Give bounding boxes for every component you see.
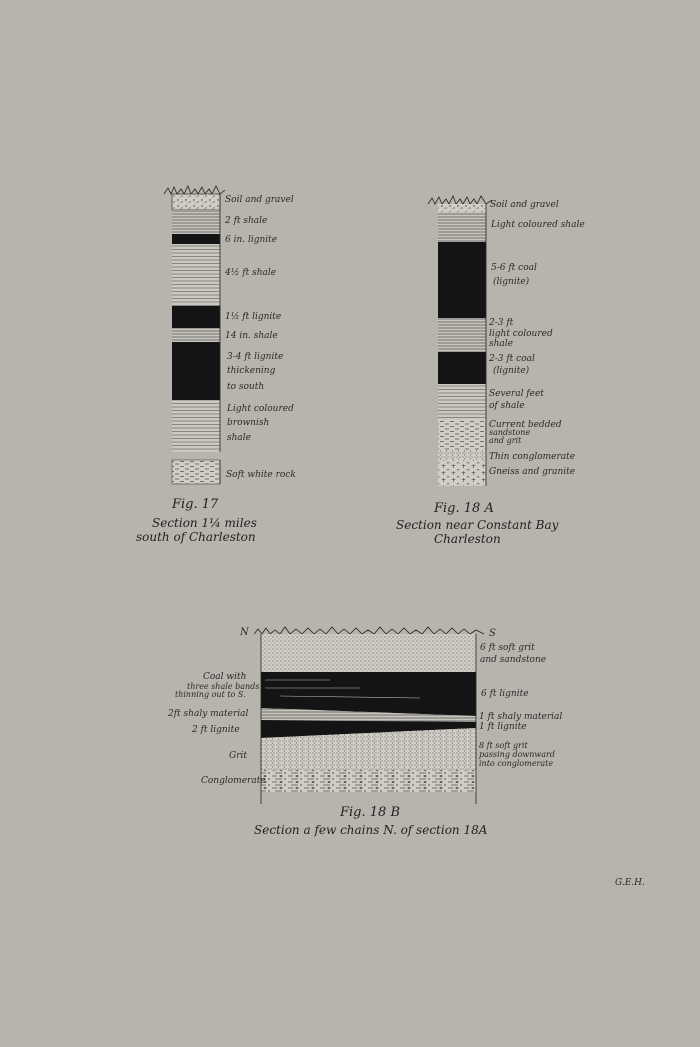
fig18b-caption: Section a few chains N. of section 18A (254, 823, 488, 837)
fig18b-right-sandstone: and sandstone (480, 655, 547, 665)
fig17-label-shale: shale (227, 433, 251, 443)
fig17-caption-line2: south of Charleston (136, 530, 256, 544)
fig17-label-shale-2ft: 2 ft shale (225, 216, 268, 226)
fig17-label-shale-4half: 4½ ft shale (225, 268, 277, 278)
fig18b-right-into-conglomerate: into conglomerate (479, 759, 554, 768)
fig18b-right-shaly: 1 ft shaly material (479, 712, 563, 722)
fig18b-right-passing: passing downward (479, 750, 555, 759)
fig18b-right-soft-grit-8: 8 ft soft grit (479, 741, 528, 750)
fig18b-right-lignite-6: 6 ft lignite (481, 689, 529, 699)
fig18b-left-coal-with: Coal with (203, 672, 247, 682)
fig18a-label-and-grit: and grit (489, 436, 522, 445)
fig17-label-light-coloured: Light coloured (227, 404, 294, 414)
fig18a-label-light-coloured: light coloured (489, 329, 553, 339)
fig17-number: Fig. 17 (172, 497, 219, 512)
fig17-label-soil: Soil and gravel (225, 195, 294, 205)
fig17-label-soft-white-rock: Soft white rock (226, 470, 296, 480)
fig18a-number: Fig. 18 A (434, 501, 494, 516)
fig18a-label-lignite-2: (lignite) (493, 366, 530, 376)
fig17-label-brownish: brownish (227, 418, 270, 428)
fig18b-left-shaly-material: 2ft shaly material (168, 709, 249, 719)
fig18a-label-coal-5-6: 5-6 ft coal (491, 263, 537, 273)
fig18a-caption-line1: Section near Constant Bay (396, 518, 559, 532)
fig18a-label-thin-conglomerate: Thin conglomerate (489, 452, 576, 462)
fig18b-south: S (489, 628, 496, 639)
fig18a-label-several-feet: Several feet (489, 389, 544, 399)
fig17-label-to-south: to south (227, 382, 265, 392)
fig17-label-lignite-1half: 1½ ft lignite (225, 312, 282, 322)
fig17-label-shale-14in: 14 in. shale (225, 331, 278, 341)
fig18b-right-lignite-1: 1 ft lignite (479, 722, 527, 732)
fig17-strata (164, 186, 225, 484)
fig18a-label-coal-2-3: 2-3 ft coal (489, 354, 535, 364)
fig18b-left-conglomerate: Conglomerate (201, 776, 266, 786)
fig17-caption-line1: Section 1¼ miles (152, 516, 257, 530)
fig18b-left-grit: Grit (229, 751, 247, 761)
fig18b-left-thinning: thinning out to S. (175, 690, 246, 699)
fig18b-right-soft-grit: 6 ft soft grit (480, 643, 535, 653)
fig18b-left-shale-bands: three shale bands (187, 682, 260, 691)
fig18b-north: N (240, 627, 249, 638)
fig18a-label-soil: Soil and gravel (490, 200, 559, 210)
fig18b-strata (254, 627, 484, 804)
fig17-label-lignite-6in: 6 in. lignite (225, 235, 278, 245)
fig18a-label-2-3ft: 2-3 ft (489, 318, 514, 328)
fig18a-strata (428, 196, 492, 486)
fig18b-left-lignite: 2 ft lignite (192, 725, 240, 735)
fig18a-label-of-shale: of shale (489, 401, 525, 411)
fig18a-label-gneiss-granite: Gneiss and granite (489, 467, 576, 477)
fig18a-label-shale: shale (489, 339, 513, 349)
fig17-label-lignite-3-4: 3-4 ft lignite (227, 352, 284, 362)
fig18a-label-sandstone: sandstone (489, 428, 531, 437)
fig18a-caption-line2: Charleston (434, 532, 501, 546)
fig18a-label-current-bedded: Current bedded (489, 420, 562, 430)
initials: G.E.H. (615, 878, 645, 888)
fig18a-label-light-shale: Light coloured shale (491, 220, 585, 230)
fig18b-number: Fig. 18 B (340, 805, 400, 820)
fig18a-label-lignite-1: (lignite) (493, 277, 530, 287)
fig17-label-thickening: thickening (227, 366, 276, 376)
